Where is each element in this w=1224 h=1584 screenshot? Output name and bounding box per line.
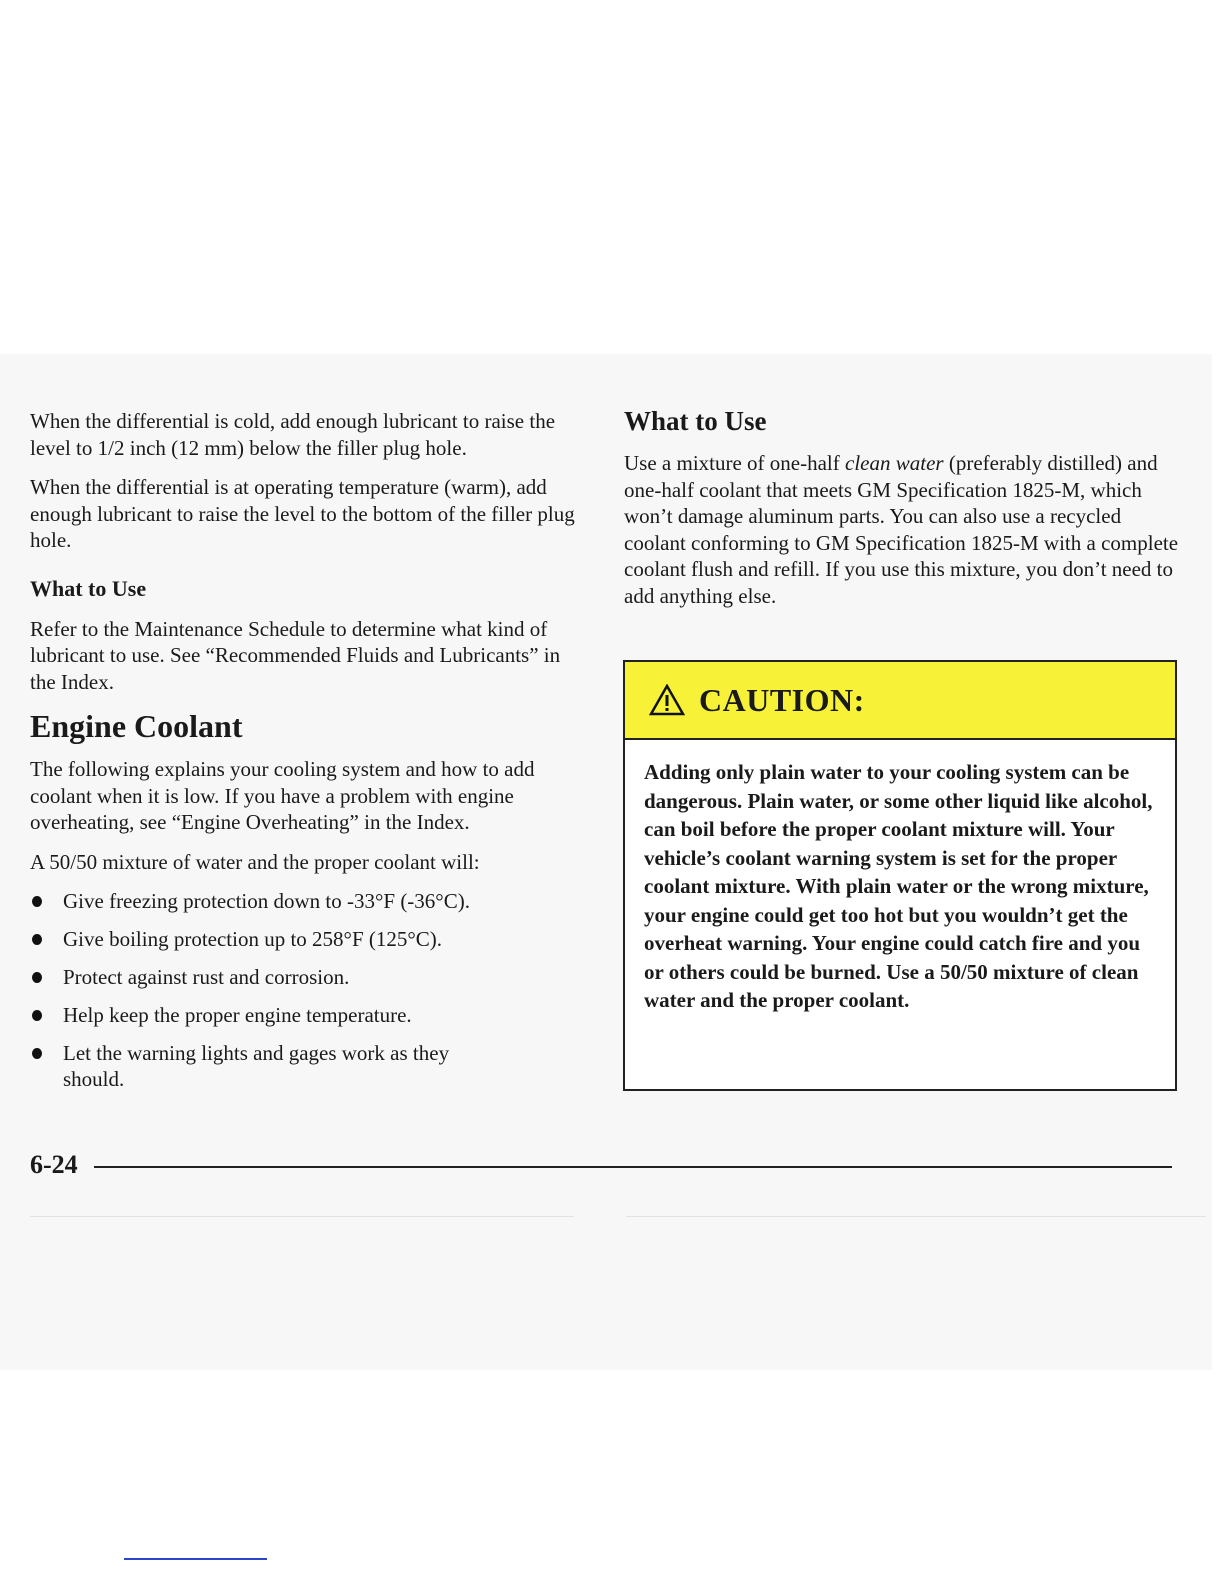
what-to-use-subheading: What to Use: [30, 575, 147, 601]
list-item: Give boiling protection up to 258°F (125°C).: [30, 926, 590, 952]
caution-box: [623, 660, 1177, 1091]
bullet-icon: [32, 972, 42, 983]
bullet-icon: [32, 934, 42, 945]
differential-warm-paragraph: When the differential is at operating temperature (warm), add enough lubricant to raise the level to the bottom of the filler plug hole.: [30, 475, 575, 552]
bullet-icon: [32, 1048, 42, 1059]
left-column: [30, 408, 590, 1104]
bullet-icon: [32, 896, 42, 907]
what-to-use-heading: What to Use: [624, 406, 767, 436]
link-underline: [124, 1558, 267, 1560]
faint-divider: [30, 1216, 574, 1217]
right-column: [624, 404, 1184, 622]
warning-triangle-icon: [649, 684, 685, 716]
mixture-intro-paragraph: A 50/50 mixture of water and the proper coolant will:: [30, 849, 480, 874]
engine-coolant-heading: Engine Coolant: [30, 708, 243, 744]
list-item: Give freezing protection down to -33°F (-36°C).: [30, 888, 590, 914]
differential-cold-paragraph: When the differential is cold, add enough lubricant to raise the level to 1/2 inch (12 mm) below the filler plug hole.: [30, 409, 556, 460]
lubricant-reference-paragraph: Refer to the Maintenance Schedule to determine what kind of lubricant to use. See “Recommended Fluids and Lubricants” in the Index.: [30, 616, 561, 694]
page-footer: [30, 1150, 1174, 1186]
caution-body: Adding only plain water to your cooling system can be dangerous. Plain water, or some other liquid like alcohol, can boil before the proper coolant mixture will. Your vehicle’s coolant warning system is set for the proper coolant mixture. With plain water or the wrong mixture, your engine could get too hot but you wouldn’t get the overheat warning. Your engine could catch fire and you or others could be burned. Use a 50/50 mixture of clean water and the proper coolant.: [644, 760, 1153, 1012]
clean-water-emphasis: clean water: [845, 451, 944, 475]
coolant-benefits-list: [30, 888, 590, 1092]
faint-divider: [626, 1216, 1206, 1217]
bullet-icon: [32, 1010, 42, 1021]
caution-header: [625, 662, 1175, 740]
list-item: Help keep the proper engine temperature.: [30, 1002, 590, 1028]
list-item: Let the warning lights and gages work as they should.: [30, 1040, 590, 1092]
footer-divider: [94, 1166, 1172, 1168]
page-number: 6-24: [30, 1150, 78, 1179]
coolant-intro-paragraph: The following explains your cooling system and how to add coolant when it is low. If you have a problem with engine overheating, see “Engine Overheating” in the Index.: [30, 757, 535, 834]
list-item: Protect against rust and corrosion.: [30, 964, 590, 990]
caution-title: CAUTION:: [699, 681, 865, 718]
coolant-mixture-paragraph: Use a mixture of one-half clean water (preferably distilled) and one-half coolant that meets GM Specification 1825-M, which won’t damage aluminum parts. You can also use a recycled coolant conforming to GM Specification 1825-M with a complete coolant flush and refill. If you use this mixture, you don’t need to add anything else.: [624, 451, 1179, 608]
